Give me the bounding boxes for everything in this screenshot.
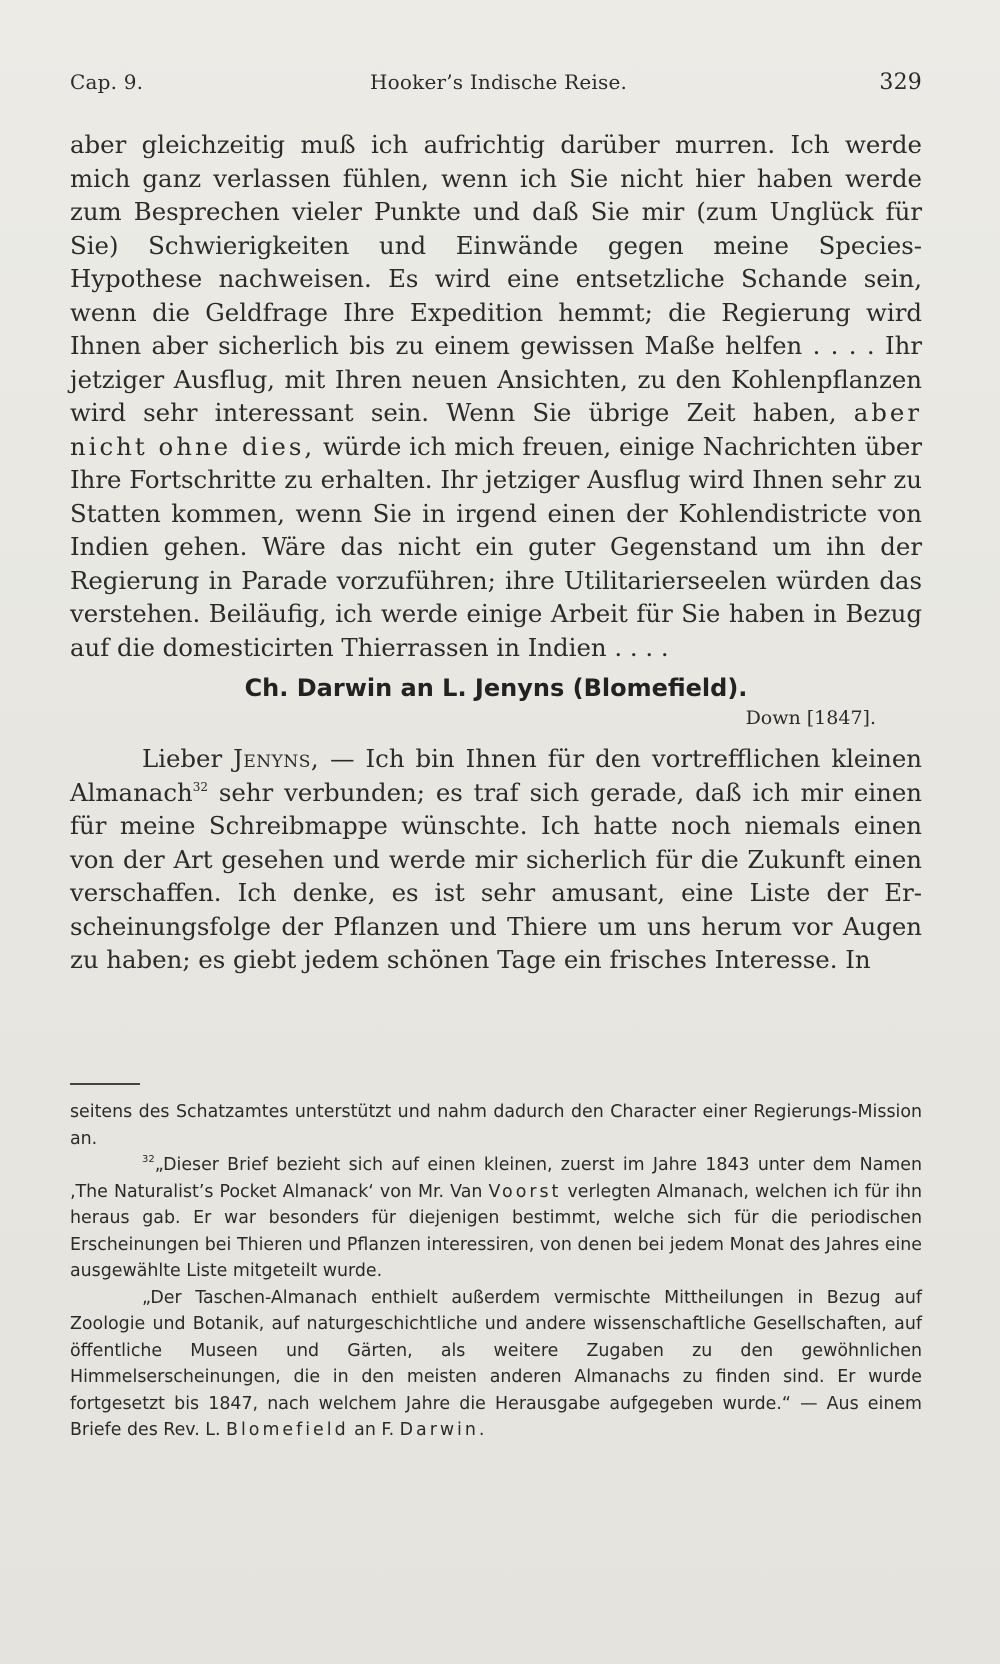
footnote-ref-32[interactable]: 32 [192,779,208,794]
paragraph-jenyns-letter [70,742,922,977]
text-run: „Der Taschen-Almanach enthielt außerdem vermischte Mittheilungen in Bezug auf Zoologie und Botanik, auf naturgeschichtliche und andere wissenschaftliche Gesellschaften, auf öffentliche Museen und Gärten, als weitere Zugaben zu den gewöhnlichen Himmelserscheinungen, die in den meisten anderen Almanachs zu finden sind. Er wurde fortgesetzt bis 1847, nach welchem Jahre die Herausgabe aufgegeben wurde.“ — Aus einem Briefe des Rev. L. [70,1287,922,1440]
footnotes [70,1099,922,1444]
running-title: Hooker’s Indische Reise. [370,70,628,94]
text-run: an F. [354,1420,395,1440]
main-text [70,128,922,977]
spaced-name: Voorst [488,1181,562,1202]
text-run: verlegten Almanach, welchen ich für ihn heraus gab. Er war besonders für diejenigen bestimmt, welche sich für die periodischen Erscheinungen bei Thieren und Pflanzen interessiren, von denen bei jedem Monat des Jahres eine ausgewählte Liste mitgeteilt wurde. [70,1181,923,1281]
text-run: — Ich bin Ihnen für den vortrefflichen kleinen Almanach [70,744,922,807]
footnote-32 [70,1152,922,1285]
footnote-continuation: seitens des Schatzamtes unterstützt und nahm dadurch den Character einer Regierungs-Mission an. [70,1102,922,1149]
footnote-number: 32 [142,1154,155,1165]
running-header [70,70,922,100]
text-run: sehr verbunden; es traf sich gerade, daß ich mir einen für meine Schreibmappe wünschte. Ich hatte noch niemals einen von der Art gesehen und werde mir sicherlich für die Zukunft einen verschaffen. Ich denke, es ist sehr amusant, eine Liste der Erscheinungsfolge der Pflanzen und Thiere um uns herum vor Augen zu haben; es giebt jedem schönen Tage ein frisches Interesse. In [70,777,922,974]
letter-heading: Ch. Darwin an L. Jenyns (Blomefield). [244,674,748,702]
text-run: aber gleichzeitig muß ich aufrichtig darüber murren. Ich werde mich ganz verlassen fühlen, wenn ich Sie nicht hier haben werde zum Besprechen vieler Punkte und daß Sie mir (zum Unglück für Sie) Schwierigkeiten und Einwände gegen meine Species-Hypothese nachweisen. Es wird eine entsetzliche Schande sein, wenn die Geldfrage Ihre Expedition hemmt; die Regierung wird Ihnen aber sicherlich bis zu einem gewissen Maße helfen . . . . Ihr jetziger Ausflug, mit Ihren neuen Ansichten, zu den Kohlenpflanzen wird sehr interessant sein. Wenn Sie übrige Zeit haben, [70,130,922,427]
spaced-emphasis: aber nicht ohne dies, [70,398,922,461]
salutation: Lieber [142,744,223,773]
chapter-label: Cap. 9. [70,70,144,94]
spaced-name: Darwin. [399,1420,488,1440]
footnote-rule [70,1083,140,1085]
letter-dateline: Down [1847]. [745,707,876,729]
spaced-name: Blomefield [226,1420,349,1440]
paragraph-hooker-letter-end [70,128,922,664]
footnote-32-continued [70,1285,922,1444]
addressee-name: Jenyns, [233,744,320,773]
text-run: würde ich mich freuen, einige Nachrichten über Ihre Fortschritte zu erhalten. Ihr jetziger Ausflug wird Ihnen sehr zu Statten kommen, wenn Sie in irgend einen der Kohlendistricte von Indien gehen. Wäre das nicht ein guter Gegenstand um ihn der Regierung in Parade vorzuführen; ihre Utilitarierseelen würden das verstehen. Beiläufig, ich werde einige Arbeit für Sie haben in Bezug auf die domesticirten Thierrassen in Indien . . . . [70,431,922,662]
page-number: 329 [879,70,922,95]
text-run: „Dieser Brief bezieht sich auf einen kleinen, zuerst im Jahre 1843 unter dem Namen ‚The Naturalist’s Pocket Almanack‘ von Mr. Van [70,1155,922,1202]
